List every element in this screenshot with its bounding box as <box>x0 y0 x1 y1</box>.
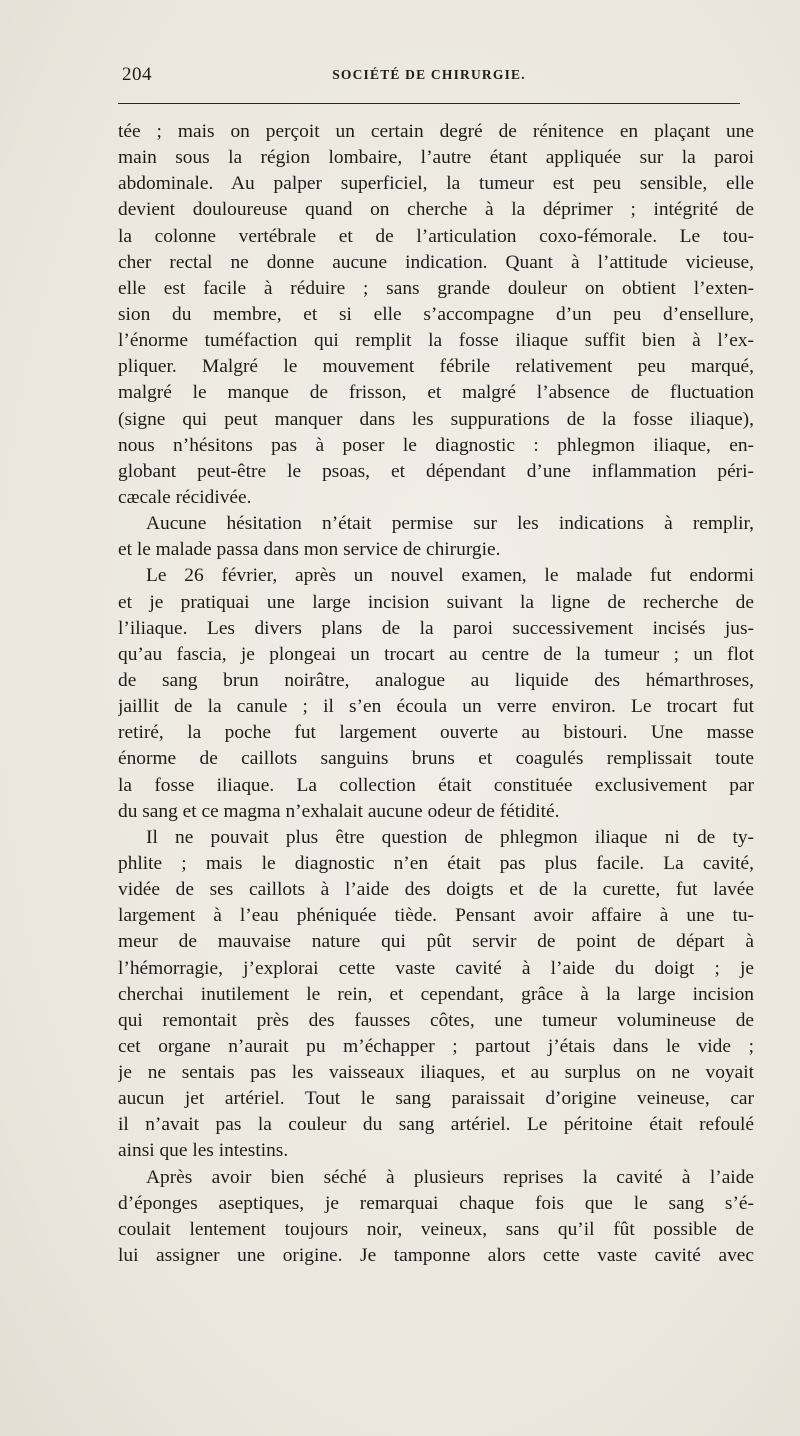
text-line: je ne sentais pas les vaisseaux iliaques, et au surplus on ne voyait <box>118 1062 754 1084</box>
text-line: Le 26 février, après un nouvel examen, le malade fut endormi <box>146 565 754 587</box>
text-line: l’énorme tuméfaction qui remplit la fosse iliaque suffit bien à l’ex- <box>118 330 754 352</box>
text-line: énorme de caillots sanguins bruns et coagulés remplissait toute <box>118 748 754 770</box>
text-line: lui assigner une origine. Je tamponne alors cette vaste cavité avec <box>118 1245 754 1267</box>
text-line: Il ne pouvait plus être question de phlegmon iliaque ni de ty- <box>146 826 754 848</box>
page-number: 204 <box>122 64 152 85</box>
text-line: devient douloureuse quand on cherche à la déprimer ; intégrité de <box>118 199 754 221</box>
text-line: largement à l’eau phéniquée tiède. Pensant avoir affaire à une tu- <box>118 905 754 927</box>
text-line: elle est facile à réduire ; sans grande douleur on obtient l’exten- <box>118 277 754 299</box>
text-line: il n’avait pas la couleur du sang artériel. Le péritoine était refoulé <box>118 1114 754 1136</box>
text-line: cæcale récidivée. <box>118 486 252 508</box>
text-line: de sang brun noirâtre, analogue au liquide des hémarthroses, <box>118 669 754 691</box>
header-rule <box>118 103 740 104</box>
text-line: abdominale. Au palper superficiel, la tumeur est peu sensible, elle <box>118 173 754 195</box>
text-line: tée ; mais on perçoit un certain degré de rénitence en plaçant une <box>118 121 754 142</box>
text-line: nous n’hésitons pas à poser le diagnostic : phlegmon iliaque, en- <box>118 434 754 456</box>
text-line: main sous la région lombaire, l’autre étant appliquée sur la paroi <box>118 147 754 169</box>
text-line: la fosse iliaque. La collection était constituée exclusivement par <box>118 774 754 796</box>
text-line: sion du membre, et si elle s’accompagne d’un peu d’ensellure, <box>118 303 754 325</box>
text-line: l’hémorragie, j’explorai cette vaste cavité à l’aide du doigt ; je <box>118 957 754 979</box>
text-line: d’éponges aseptiques, je remarquai chaque fois que le sang s’é- <box>118 1192 754 1214</box>
text-line: malgré le manque de frisson, et malgré l’absence de fluctuation <box>118 382 754 404</box>
text-line: cet organe n’aurait pu m’échapper ; partout j’étais dans le vide ; <box>118 1035 754 1057</box>
text-line: retiré, la poche fut largement ouverte au bistouri. Une masse <box>118 722 754 744</box>
text-line: ainsi que les intestins. <box>118 1140 289 1162</box>
text-line: cher rectal ne donne aucune indication. Quant à l’attitude vicieuse, <box>118 251 754 273</box>
text-line: Après avoir bien séché à plusieurs reprises la cavité à l’aide <box>146 1166 754 1188</box>
text-line: coulait lentement toujours noir, veineux, sans qu’il fût possible de <box>118 1218 754 1240</box>
text-line: qu’au fascia, je plongeai un trocart au centre de la tumeur ; un flot <box>118 643 754 665</box>
text-line: du sang et ce magma n’exhalait aucune odeur de fétidité. <box>118 800 560 822</box>
text-line: la colonne vertébrale et de l’articulation coxo-fémorale. Le tou- <box>118 225 754 247</box>
text-line: (signe qui peut manquer dans les suppurations de la fosse iliaque), <box>118 408 754 430</box>
text-line: et je pratiquai une large incision suivant la ligne de recherche de <box>118 591 754 613</box>
text-line: Aucune hésitation n’était permise sur les indications à remplir, <box>146 513 754 535</box>
text-line: globant peut-être le psoas, et dépendant d’une inflammation péri- <box>118 460 754 482</box>
text-line: vidée de ses caillots à l’aide des doigts et de la curette, fut lavée <box>118 879 754 901</box>
text-line: l’iliaque. Les divers plans de la paroi successivement incisés jus- <box>118 617 754 639</box>
body-text <box>118 119 754 1269</box>
text-line: qui remontait près des fausses côtes, une tumeur volumineuse de <box>118 1009 754 1031</box>
text-line: aucun jet artériel. Tout le sang paraissait d’origine veineuse, car <box>118 1088 754 1110</box>
text-line: pliquer. Malgré le mouvement fébrile relativement peu marqué, <box>118 356 754 378</box>
page-header <box>118 64 740 92</box>
text-line: cherchai inutilement le rein, et cependant, grâce à la large incision <box>118 983 754 1005</box>
text-line: jaillit de la canule ; il s’en écoula un verre environ. Le trocart fut <box>118 696 754 718</box>
text-line: et le malade passa dans mon service de chirurgie. <box>118 539 501 561</box>
running-title: SOCIÉTÉ DE CHIRURGIE. <box>332 67 526 82</box>
text-line: phlite ; mais le diagnostic n’en était pas plus facile. La cavité, <box>118 852 754 874</box>
text-line: meur de mauvaise nature qui pût servir de point de départ à <box>118 931 754 953</box>
